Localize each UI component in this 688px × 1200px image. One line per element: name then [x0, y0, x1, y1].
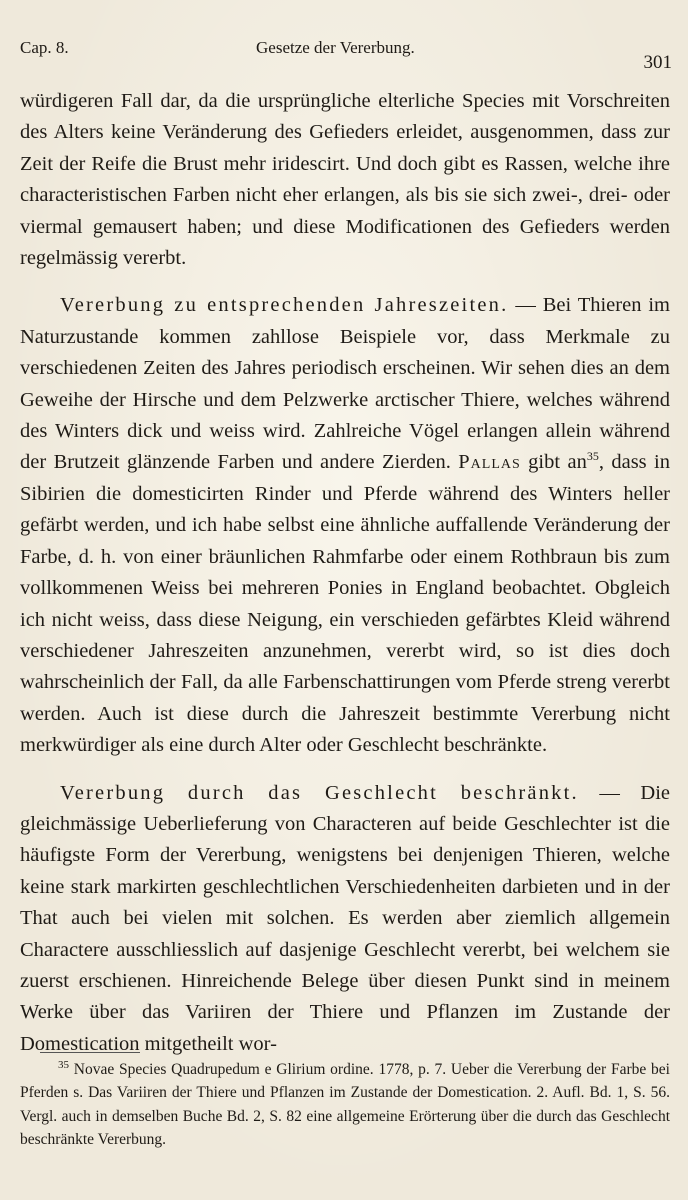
- section-heading-sex-limited: Vererbung durch das Geschlecht beschränkt.: [60, 781, 579, 804]
- running-header: [20, 38, 672, 78]
- body-text: [20, 86, 670, 1060]
- paragraph-3: [20, 778, 670, 1061]
- page-number: 301: [643, 52, 672, 73]
- author-name: Pallas: [458, 451, 521, 474]
- footnote-text: Novae Species Quadrupedum e Glirium ordine. 1778, p. 7. Ueber die Vererbung der Farbe bei Pferden s. Das Variiren der Thiere und Pflanzen im Zustande der Domestication. 2. Aufl. Bd. 1, S. 56. Vergl. auch in demselben Buche Bd. 2, S. 82 eine allgemeine Erörterung über die durch das Geschlecht beschränkte Vererbung.: [20, 1061, 670, 1149]
- footnote-number: 35: [58, 1059, 69, 1071]
- paragraph-1-text: würdigeren Fall dar, da die ursprüngliche elterliche Species mit Vorschreiten des Alters keine Veränderung des Gefieders erleidet, ausgenommen, dass zur Zeit der Reife die Brust mehr iridescirt. Und doch gibt es Rassen, welche ihre characteristischen Farben nicht eher erlangen, als bis sie sich zwei-, drei- oder viermal gemausert haben; und diese Modificationen des Gefieders werden regelmässig vererbt.: [20, 90, 670, 270]
- paragraph-2-text-b: gibt an: [520, 451, 587, 474]
- paragraph-2-text-c: , dass in Sibirien die domesticirten Rinder und Pferde während des Winters heller gefärbt werden, und ich habe selbst eine ähnliche auffallende Veränderung der Farbe, d. h. von einer bräunlichen Rahmfarbe oder einem Rothbraun bis zum vollkommenen Weiss bei mehreren Ponies in England beobachtet. Obgleich ich nicht weiss, dass diese Neigung, ein verschieden gefärbtes Kleid während verschiedener Jahreszeiten anzunehmen, vererbt wird, so ist dies doch wahrscheinlich der Fall, da alle Farbenschattirungen vom Pferde streng vererbt werden. Auch ist diese durch die Jahreszeit bestimmte Vererbung nicht merkwürdiger als eine durch Alter oder Geschlecht beschränkte.: [20, 451, 671, 757]
- footnote-divider: [40, 1052, 140, 1053]
- paragraph-2-text-a: — Bei Thieren im Naturzustande kommen zahllose Beispiele vor, dass Merkmale zu verschiedenen Zeiten des Jahres periodisch erscheinen. Wir sehen dies an dem Geweihe der Hirsche und dem Pelzwerke arctischer Thiere, welches während des Winters dick und weiss wird. Zahlreiche Vögel erlangen allein während der Brutzeit glänzende Farben und andere Zierden.: [20, 294, 670, 474]
- chapter-label: Cap. 8.: [20, 38, 69, 57]
- running-title: Gesetze der Vererbung.: [256, 38, 415, 57]
- section-heading-seasons: Vererbung zu entsprechenden Jahreszeiten.: [60, 294, 509, 317]
- paragraph-2: [20, 290, 670, 761]
- footnote-reference: 35: [586, 449, 599, 464]
- paragraph-3-text: — Die gleichmässige Ueberlieferung von Characteren auf beide Geschlechter ist die häufigste Form der Vererbung, wenigstens bei denjenigen Thieren, welche keine stark markirten geschlechtlichen Verschiedenheiten darbieten und in der That auch bei vielen mit solchen. Es werden aber ziemlich allgemein Charactere ausschliesslich auf dasjenige Geschlecht vererbt, bei welchem sie zuerst erschienen. Hinreichende Belege über diesen Punkt sind in meinem Werke über das Variiren der Thiere und Pflanzen im Zustande der Domestication mitgetheilt wor-: [20, 781, 670, 1055]
- paragraph-1: [20, 86, 670, 274]
- footnote: [20, 1058, 670, 1152]
